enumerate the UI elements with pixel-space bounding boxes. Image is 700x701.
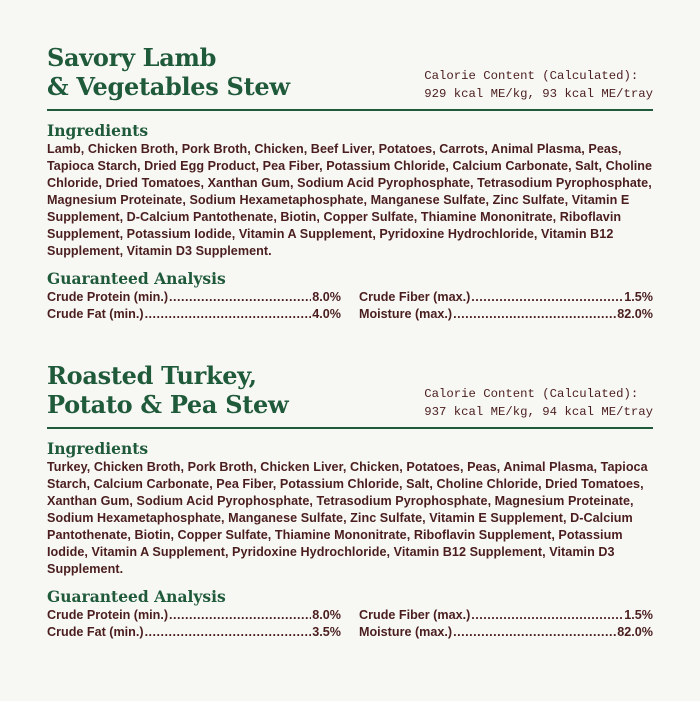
product-turkey-stew <box>47 361 653 641</box>
divider <box>47 427 653 429</box>
analysis-table <box>47 289 653 323</box>
product-header <box>47 43 653 109</box>
analysis-row-moisture <box>359 624 653 641</box>
dot-leader <box>471 607 623 624</box>
analysis-heading: Guaranteed Analysis <box>47 269 226 288</box>
analysis-row-crude-protein <box>47 289 341 306</box>
analysis-label: Crude Fiber (max.) <box>359 290 471 304</box>
product-title <box>47 43 290 101</box>
analysis-row-moisture <box>359 306 653 323</box>
analysis-value: 1.5% <box>624 290 653 304</box>
analysis-row-crude-fiber <box>359 607 653 624</box>
guaranteed-analysis <box>47 587 653 641</box>
title-line-1: Savory Lamb <box>47 43 217 72</box>
calorie-content <box>424 385 653 421</box>
analysis-table <box>47 607 653 641</box>
analysis-label: Crude Fiber (max.) <box>359 608 471 622</box>
ingredients-list: Turkey, Chicken Broth, Pork Broth, Chicken Liver, Chicken, Potatoes, Peas, Animal Plasma, Tapioca Starch, Calcium Carbonate, Pea Fiber, Potassium Chloride, Salt, Choline Chloride, Dried Tomatoes, Xanthan Gum, Sodium Acid Pyrophosphate, Tetrasodium Pyrophosphate, Magnesium Proteinate, Sodium Hexametaphosphate, Manganese Sulfate, Zinc Sulfate, Vitamin E Supplement, D-Calcium Pantothenate, Biotin, Copper Sulfate, Thiamine Mononitrate, Riboflavin Supplement, Potassium Iodide, Vitamin A Supplement, Pyridoxine Hydrochloride, Vitamin B12 Supplement, Vitamin D3 Supplement. <box>47 460 648 576</box>
dot-leader <box>145 624 312 641</box>
analysis-value: 3.5% <box>312 625 341 639</box>
ingredients-heading: Ingredients <box>47 121 149 140</box>
title-line-2: Potato & Pea Stew <box>47 390 289 419</box>
ingredients-list: Lamb, Chicken Broth, Pork Broth, Chicken, Beef Liver, Potatoes, Carrots, Animal Plasma, Peas, Tapioca Starch, Dried Egg Product, Pea Fiber, Potassium Chloride, Calcium Carbonate, Salt, Choline Chloride, Dried Tomatoes, Xanthan Gum, Sodium Acid Pyrophosphate, Tetrasodium Pyrophosphate, Magnesium Proteinate, Sodium Hexametaphosphate, Manganese Sulfate, Zinc Sulfate, Vitamin E Supplement, D-Calcium Pantothenate, Biotin, Copper Sulfate, Thiamine Mononitrate, Riboflavin Supplement, Potassium Iodide, Vitamin A Supplement, Pyridoxine Hydrochloride, Vitamin B12 Supplement, Vitamin D3 Supplement. <box>47 142 653 258</box>
calorie-label: Calorie Content (Calculated): <box>424 69 639 83</box>
calorie-label: Calorie Content (Calculated): <box>424 387 639 401</box>
product-header <box>47 361 653 427</box>
analysis-value: 82.0% <box>617 625 653 639</box>
divider <box>47 109 653 111</box>
dot-leader <box>453 624 616 641</box>
calorie-value: 929 kcal ME/kg, 93 kcal ME/tray <box>424 87 653 101</box>
dot-leader <box>169 289 311 306</box>
product-title <box>47 361 288 419</box>
dot-leader <box>453 306 616 323</box>
dot-leader <box>169 607 311 624</box>
product-lamb-stew <box>47 43 653 323</box>
dot-leader <box>145 306 312 323</box>
analysis-label: Crude Fat (min.) <box>47 625 144 639</box>
analysis-value: 4.0% <box>312 307 341 321</box>
ingredients-heading: Ingredients <box>47 439 149 458</box>
analysis-value: 1.5% <box>624 608 653 622</box>
calorie-content <box>424 67 653 103</box>
analysis-row-crude-fat <box>47 306 341 323</box>
analysis-label: Moisture (max.) <box>359 307 453 321</box>
title-line-2: & Vegetables Stew <box>47 72 290 101</box>
analysis-row-crude-protein <box>47 607 341 624</box>
analysis-heading: Guaranteed Analysis <box>47 587 226 606</box>
analysis-label: Crude Protein (min.) <box>47 608 169 622</box>
guaranteed-analysis <box>47 269 653 323</box>
analysis-value: 8.0% <box>312 290 341 304</box>
dot-leader <box>471 289 623 306</box>
analysis-label: Crude Fat (min.) <box>47 307 144 321</box>
title-line-1: Roasted Turkey, <box>47 361 257 390</box>
calorie-value: 937 kcal ME/kg, 94 kcal ME/tray <box>424 405 653 419</box>
analysis-row-crude-fiber <box>359 289 653 306</box>
analysis-row-crude-fat <box>47 624 341 641</box>
analysis-label: Crude Protein (min.) <box>47 290 169 304</box>
analysis-value: 82.0% <box>617 307 653 321</box>
analysis-value: 8.0% <box>312 608 341 622</box>
analysis-label: Moisture (max.) <box>359 625 453 639</box>
